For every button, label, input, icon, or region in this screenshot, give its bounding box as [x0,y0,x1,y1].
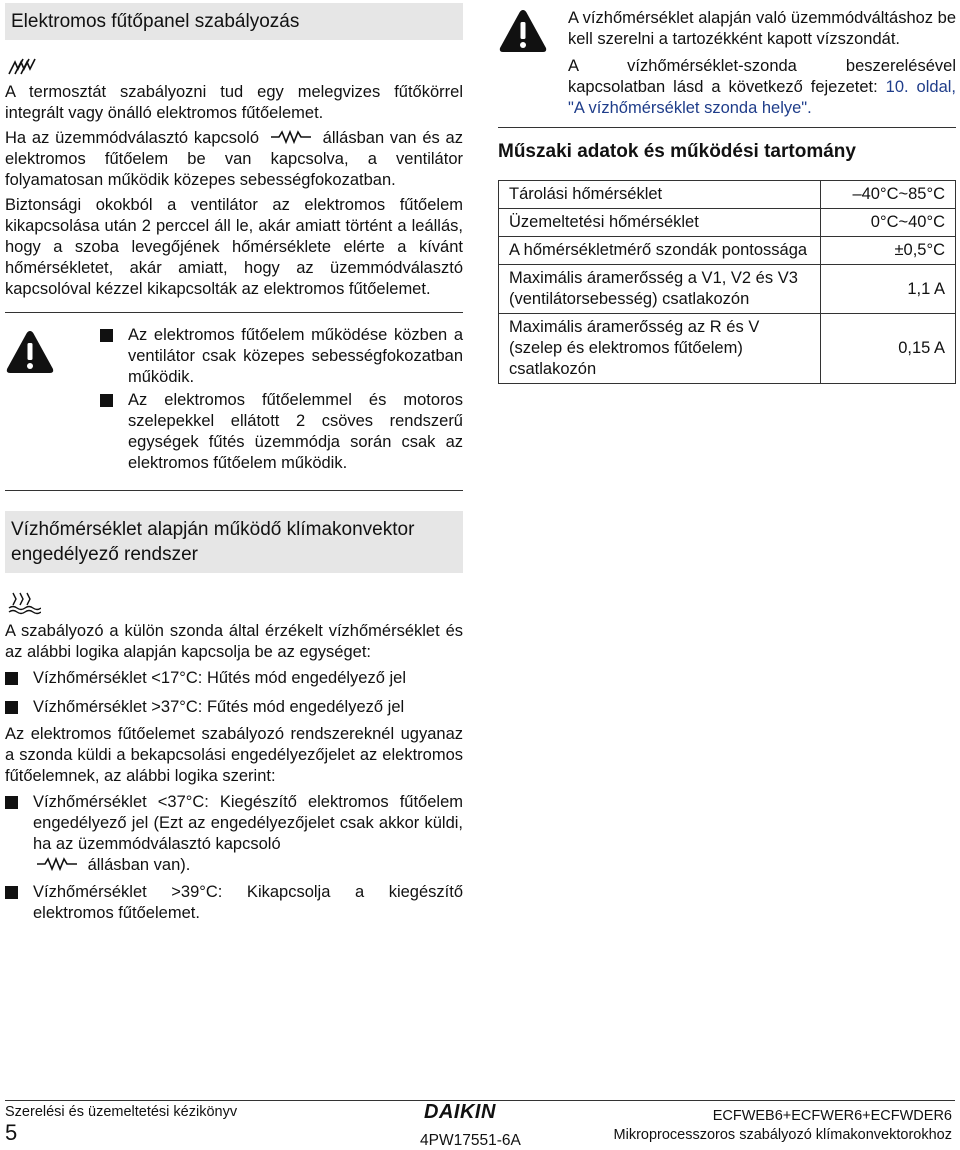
spec-value: ±0,5°C [821,237,956,265]
spec-label: A hőmérsékletmérő szondák pontossága [499,237,821,265]
divider [498,127,956,128]
bullet-text-b: állásban van). [87,856,191,874]
spec-label: Üzemeltetési hőmérséklet [499,209,821,237]
right-column [498,0,956,384]
manual-title: Szerelési és üzemeltetési kézikönyv [5,1104,238,1120]
probe-install-paragraph: A vízhőmérséklet alapján való üzemmódváltáshoz be kell szerelni a tartozékként kapott vízszondát. [568,9,956,48]
specs-table [498,180,956,384]
section-title-water-temp-system: Vízhőmérséklet alapján működő klímakonvektor engedélyező rendszer [5,511,463,573]
intro-paragraph: A termosztát szabályozni tud egy melegvizes fűtőkörrel integrált vagy önálló elektromos fűtőelemet. [5,83,463,122]
water-temp-icon [7,591,41,615]
resistor-icon [37,857,77,871]
spec-label: Maximális áramerősség a V1, V2 és V3 (ventilátorsebesség) csatlakozón [499,265,821,314]
list-item [5,792,463,876]
page-number: 5 [5,1120,18,1145]
spec-row [499,209,956,237]
document-code: 4PW17551-6A [420,1132,521,1149]
section-title-heater-control: Elektromos fűtőpanel szabályozás [5,3,463,40]
heater-signal-list [5,792,463,924]
heater-icon [7,56,37,76]
warning-box-probe [498,8,956,119]
probe-location-link[interactable]: 10. oldal, "A vízhőmérséklet szonda helye". [568,78,956,117]
specs-heading: Műszaki adatok és működési tartomány [498,141,856,162]
divider [5,312,463,313]
list-item: Vízhőmérséklet >39°C: Kikapcsolja a kiegészítő elektromos fűtőelemet. [5,882,463,924]
divider [5,490,463,491]
spec-row [499,265,956,314]
mode-switch-paragraph [5,128,463,191]
spec-value: –40°C~85°C [821,181,956,209]
spec-label: Maximális áramerősség az R és V (szelep és elektromos fűtőelem) csatlakozón [499,314,821,384]
spec-value: 0°C~40°C [821,209,956,237]
spec-row [499,314,956,384]
safety-paragraph: Biztonsági okokból a ventilátor az elektromos fűtőelem kikapcsolása után 2 perccel áll le, akár amiatt történt a leállás, hogy a szoba levegőjének hőmérséklete elérte a kívánt hőmérsékletet, akár amiatt, hogy az üzemmódválasztó kapcsolóval kézzel kikapcsolták az elektromos fűtőelemet. [5,196,463,298]
list-item: Vízhőmérséklet >37°C: Fűtés mód engedélyező jel [5,697,463,718]
bullet-text-a: Vízhőmérséklet <37°C: Kiegészítő elektromos fűtőelem engedélyező jel (Ezt az engedélyezőjelet csak akkor küldi, ha az üzemmódválasztó kapcsoló [33,793,463,853]
spec-value: 1,1 A [821,265,956,314]
enable-signal-list [5,668,463,718]
manual-subtitle: Mikroprocesszoros szabályozó klímakonvektorokhoz [613,1127,952,1143]
spec-row [499,237,956,265]
warning-icon [5,329,55,375]
mode-switch-text-b: állásban van és az elektromos fűtőelem be van kapcsolva, a ventilátor folyamatosan működik közepes sebességfokozatban. [5,129,463,189]
left-column [5,0,463,926]
spec-row [499,181,956,209]
probe-logic-paragraph: A szabályozó a külön szonda által érzékelt vízhőmérséklet és az alábbi logika alapján kapcsolja be az egységet: [5,622,463,661]
warning-icon [498,8,548,54]
model-list: ECFWEB6+ECFWER6+ECFWDER6 [712,1108,952,1124]
warning-list [100,325,463,474]
page-footer [0,1100,960,1150]
spec-value: 0,15 A [821,314,956,384]
warning-box-heater [5,325,463,484]
spec-label: Tárolási hőmérséklet [499,181,821,209]
warning-item: Az elektromos fűtőelemmel és motoros szelepekkel ellátott 2 csöves rendszerű egységek fűtés üzemmódja során csak az elektromos fűtőelem működik. [100,390,463,474]
warning-item: Az elektromos fűtőelem működése közben a ventilátor csak közepes sebességfokozatban működik. [100,325,463,388]
probe-reference-paragraph [568,56,956,119]
resistor-icon [271,130,311,144]
heater-logic-paragraph: Az elektromos fűtőelemet szabályozó rendszereknél ugyanaz a szonda küldi a bekapcsolási engedélyezőjelet az elektromos fűtőelemnek, az alábbi logika szerint: [5,725,463,785]
list-item: Vízhőmérséklet <17°C: Hűtés mód engedélyező jel [5,668,463,689]
mode-switch-text-a: Ha az üzemmódválasztó kapcsoló [5,129,260,147]
daikin-logo: DAIKIN [424,1101,496,1123]
probe-reference-text: A vízhőmérséklet-szonda beszerelésével kapcsolatban lásd a következő fejezetet: [568,57,956,96]
